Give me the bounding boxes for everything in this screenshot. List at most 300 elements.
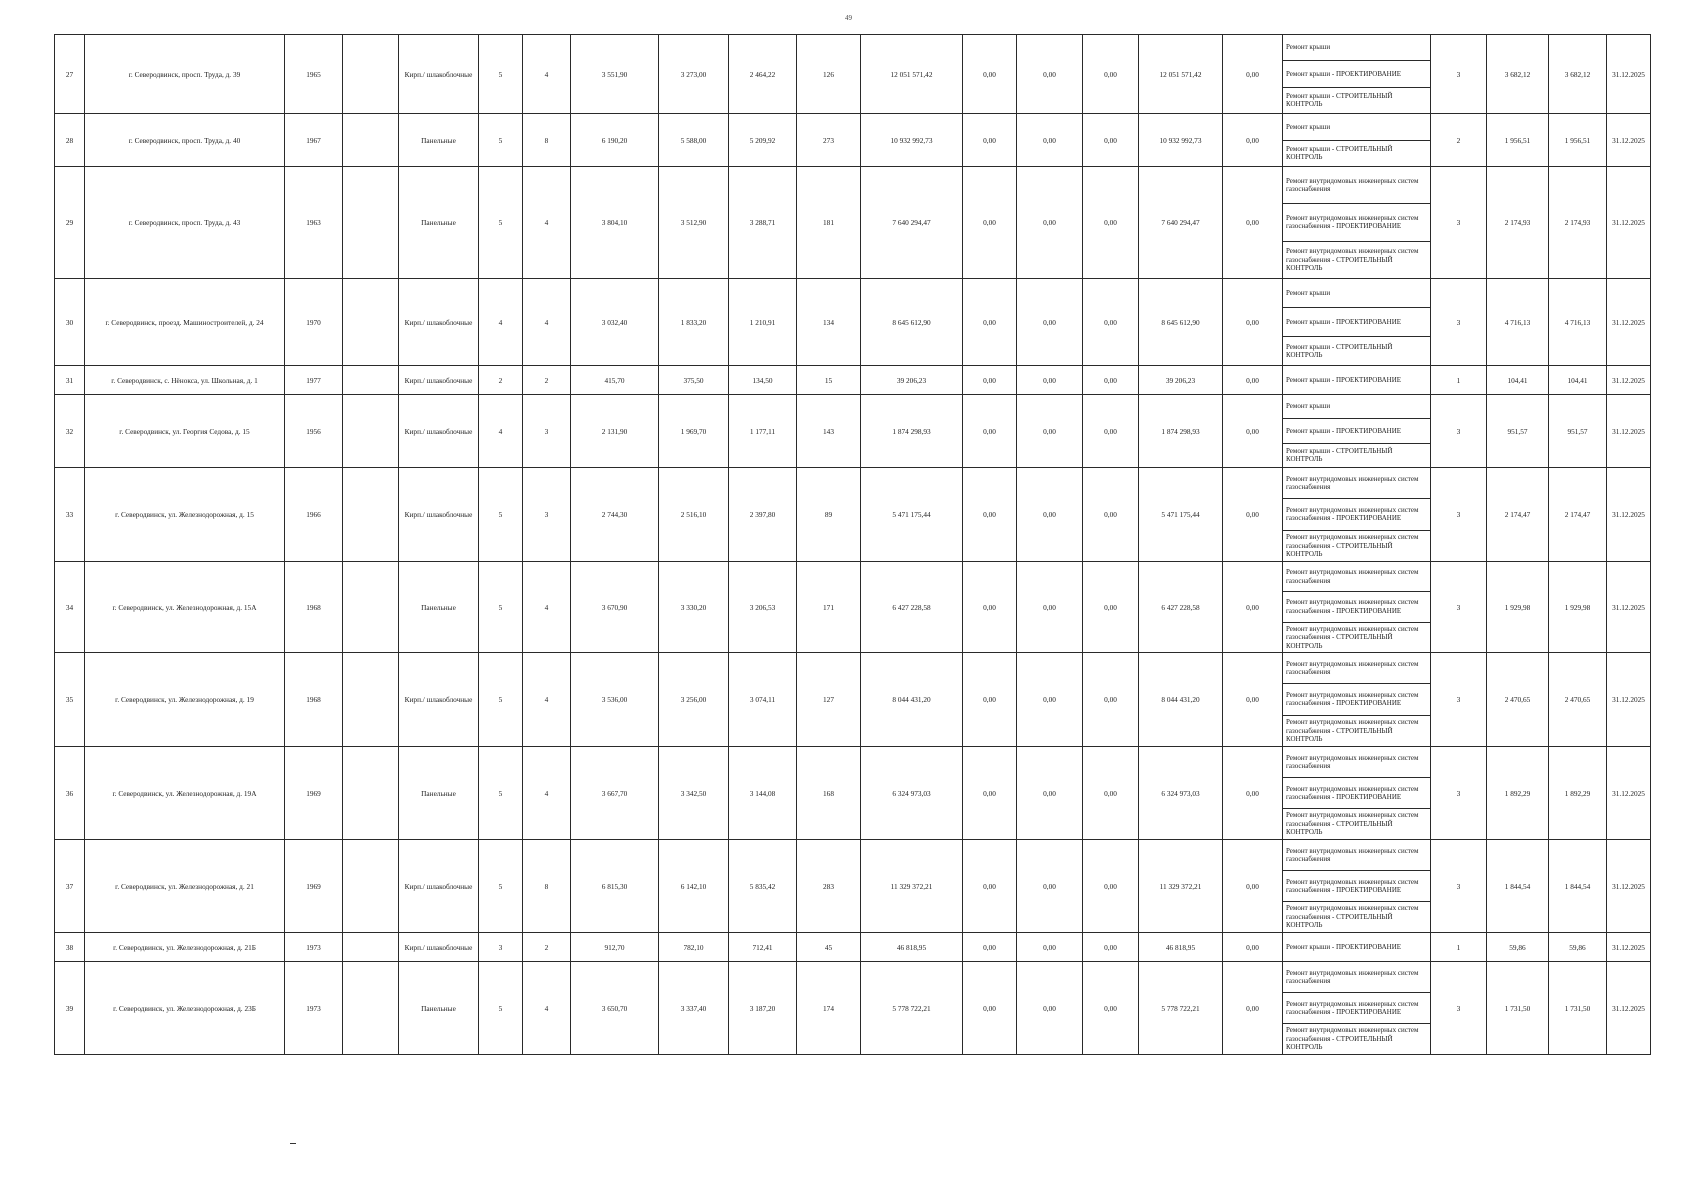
works-count-cell: 3 xyxy=(1431,653,1487,747)
unit-cost-cell: 1 731,50 xyxy=(1487,962,1549,1055)
fund-owners-cell: 12 051 571,42 xyxy=(1139,35,1223,114)
fund-regional-cell: 0,00 xyxy=(1017,114,1083,167)
fund-regional-cell: 0,00 xyxy=(1017,167,1083,279)
work-item: Ремонт крыши xyxy=(1283,279,1430,308)
fund-federal-cell: 0,00 xyxy=(963,962,1017,1055)
works-list xyxy=(1283,35,1430,113)
table-row xyxy=(55,167,1651,279)
address-cell: г. Северодвинск, ул. Железнодорожная, д. 15 xyxy=(85,468,285,562)
year-built-cell: 1963 xyxy=(285,167,343,279)
works-list-cell xyxy=(1283,562,1431,653)
floors-count-cell: 2 xyxy=(479,366,523,395)
residential-area-cell: 1 177,11 xyxy=(729,395,797,468)
max-unit-cost-cell: 1 844,54 xyxy=(1549,840,1607,933)
deadline-cell: 31.12.2025 xyxy=(1607,562,1651,653)
works-count-cell: 3 xyxy=(1431,562,1487,653)
work-item: Ремонт внутридомовых инженерных систем газоснабжения - СТРОИТЕЛЬНЫЙ КОНТРОЛЬ xyxy=(1286,718,1419,744)
total-cost-cell: 7 640 294,47 xyxy=(861,167,963,279)
entrances-count-cell: 4 xyxy=(523,279,571,366)
table-row xyxy=(55,747,1651,840)
total-cost-cell: 10 932 992,73 xyxy=(861,114,963,167)
entrances-count-cell: 8 xyxy=(523,840,571,933)
fund-other-cell: 0,00 xyxy=(1223,468,1283,562)
fund-regional-cell: 0,00 xyxy=(1017,279,1083,366)
work-item: Ремонт внутридомовых инженерных систем газоснабжения - ПРОЕКТИРОВАНИЕ xyxy=(1283,993,1430,1024)
entrances-count-cell: 4 xyxy=(523,653,571,747)
row-number-cell: 36 xyxy=(55,747,85,840)
total-cost-cell: 8 645 612,90 xyxy=(861,279,963,366)
floors-count-cell: 5 xyxy=(479,962,523,1055)
entrances-count-cell: 2 xyxy=(523,933,571,962)
address-cell: г. Северодвинск, ул. Железнодорожная, д. 19А xyxy=(85,747,285,840)
address-cell: г. Северодвинск, просп. Труда, д. 40 xyxy=(85,114,285,167)
residents-count-cell: 181 xyxy=(797,167,861,279)
works-list xyxy=(1283,653,1430,746)
fund-federal-cell: 0,00 xyxy=(963,366,1017,395)
total-cost-cell: 6 324 973,03 xyxy=(861,747,963,840)
floors-count-cell: 4 xyxy=(479,279,523,366)
residents-count-cell: 134 xyxy=(797,279,861,366)
total-area-cell: 3 032,40 xyxy=(571,279,659,366)
work-item: Ремонт крыши xyxy=(1283,35,1430,61)
fund-municipal-cell: 0,00 xyxy=(1083,962,1139,1055)
fund-municipal-cell: 0,00 xyxy=(1083,840,1139,933)
deadline-cell: 31.12.2025 xyxy=(1607,366,1651,395)
work-item: Ремонт внутридомовых инженерных систем газоснабжения - СТРОИТЕЛЬНЫЙ КОНТРОЛЬ xyxy=(1286,624,1419,650)
floors-count-cell: 5 xyxy=(479,747,523,840)
work-item: Ремонт крыши - ПРОЕКТИРОВАНИЕ xyxy=(1283,308,1430,337)
works-count-cell: 3 xyxy=(1431,747,1487,840)
deadline-cell: 31.12.2025 xyxy=(1607,35,1651,114)
living-area-cell: 3 256,00 xyxy=(659,653,729,747)
empty-cell-cell xyxy=(343,468,399,562)
total-cost-cell: 12 051 571,42 xyxy=(861,35,963,114)
work-item: Ремонт внутридомовых инженерных систем газоснабжения - ПРОЕКТИРОВАНИЕ xyxy=(1283,592,1430,622)
entrances-count-cell: 2 xyxy=(523,366,571,395)
fund-municipal-cell: 0,00 xyxy=(1083,114,1139,167)
row-number-cell: 35 xyxy=(55,653,85,747)
total-area-cell: 6 190,20 xyxy=(571,114,659,167)
fund-municipal-cell: 0,00 xyxy=(1083,747,1139,840)
total-area-cell: 3 804,10 xyxy=(571,167,659,279)
works-count-cell: 3 xyxy=(1431,840,1487,933)
works-list-cell xyxy=(1283,366,1431,395)
total-cost-cell: 1 874 298,93 xyxy=(861,395,963,468)
work-item: Ремонт крыши - СТРОИТЕЛЬНЫЙ КОНТРОЛЬ xyxy=(1286,342,1393,359)
unit-cost-cell: 3 682,12 xyxy=(1487,35,1549,114)
works-count-cell: 3 xyxy=(1431,35,1487,114)
scan-mark xyxy=(290,1143,296,1144)
fund-federal-cell: 0,00 xyxy=(963,933,1017,962)
floors-count-cell: 5 xyxy=(479,167,523,279)
residential-area-cell: 5 209,92 xyxy=(729,114,797,167)
work-item: Ремонт внутридомовых инженерных систем газоснабжения - ПРОЕКТИРОВАНИЕ xyxy=(1283,204,1430,241)
works-list xyxy=(1283,366,1430,394)
fund-federal-cell: 0,00 xyxy=(963,279,1017,366)
residents-count-cell: 273 xyxy=(797,114,861,167)
fund-federal-cell: 0,00 xyxy=(963,653,1017,747)
works-list-cell xyxy=(1283,653,1431,747)
works-count-cell: 3 xyxy=(1431,962,1487,1055)
residential-area-cell: 1 210,91 xyxy=(729,279,797,366)
max-unit-cost-cell: 104,41 xyxy=(1549,366,1607,395)
fund-municipal-cell: 0,00 xyxy=(1083,933,1139,962)
address-cell: г. Северодвинск, с. Нёнокса, ул. Школьная, д. 1 xyxy=(85,366,285,395)
year-built-cell: 1970 xyxy=(285,279,343,366)
capital-repair-table xyxy=(54,34,1651,1055)
year-built-cell: 1965 xyxy=(285,35,343,114)
fund-owners-cell: 8 645 612,90 xyxy=(1139,279,1223,366)
fund-other-cell: 0,00 xyxy=(1223,279,1283,366)
max-unit-cost-cell: 1 731,50 xyxy=(1549,962,1607,1055)
wall-material-cell: Кирп./ шлакоблочные xyxy=(399,653,479,747)
unit-cost-cell: 2 470,65 xyxy=(1487,653,1549,747)
fund-federal-cell: 0,00 xyxy=(963,562,1017,653)
living-area-cell: 5 588,00 xyxy=(659,114,729,167)
total-cost-cell: 39 206,23 xyxy=(861,366,963,395)
max-unit-cost-cell: 1 956,51 xyxy=(1549,114,1607,167)
fund-municipal-cell: 0,00 xyxy=(1083,279,1139,366)
floors-count-cell: 5 xyxy=(479,562,523,653)
row-number-cell: 29 xyxy=(55,167,85,279)
row-number-cell: 30 xyxy=(55,279,85,366)
fund-municipal-cell: 0,00 xyxy=(1083,167,1139,279)
fund-other-cell: 0,00 xyxy=(1223,366,1283,395)
unit-cost-cell: 104,41 xyxy=(1487,366,1549,395)
works-count-cell: 2 xyxy=(1431,114,1487,167)
unit-cost-cell: 2 174,47 xyxy=(1487,468,1549,562)
fund-federal-cell: 0,00 xyxy=(963,35,1017,114)
unit-cost-cell: 1 956,51 xyxy=(1487,114,1549,167)
fund-regional-cell: 0,00 xyxy=(1017,395,1083,468)
work-item: Ремонт крыши - ПРОЕКТИРОВАНИЕ xyxy=(1286,375,1402,384)
fund-municipal-cell: 0,00 xyxy=(1083,468,1139,562)
row-number-cell: 39 xyxy=(55,962,85,1055)
address-cell: г. Северодвинск, ул. Железнодорожная, д. 21Б xyxy=(85,933,285,962)
total-area-cell: 3 667,70 xyxy=(571,747,659,840)
table-row xyxy=(55,279,1651,366)
living-area-cell: 2 516,10 xyxy=(659,468,729,562)
wall-material-cell: Кирп./ шлакоблочные xyxy=(399,840,479,933)
wall-material-cell: Панельные xyxy=(399,562,479,653)
empty-cell-cell xyxy=(343,167,399,279)
row-number-cell: 27 xyxy=(55,35,85,114)
max-unit-cost-cell: 1 892,29 xyxy=(1549,747,1607,840)
fund-owners-cell: 1 874 298,93 xyxy=(1139,395,1223,468)
fund-other-cell: 0,00 xyxy=(1223,747,1283,840)
deadline-cell: 31.12.2025 xyxy=(1607,167,1651,279)
fund-municipal-cell: 0,00 xyxy=(1083,35,1139,114)
work-item: Ремонт внутридомовых инженерных систем газоснабжения xyxy=(1283,167,1430,204)
fund-other-cell: 0,00 xyxy=(1223,840,1283,933)
works-count-cell: 3 xyxy=(1431,167,1487,279)
works-list xyxy=(1283,962,1430,1054)
max-unit-cost-cell: 2 174,47 xyxy=(1549,468,1607,562)
table-row xyxy=(55,562,1651,653)
entrances-count-cell: 4 xyxy=(523,962,571,1055)
works-list-cell xyxy=(1283,167,1431,279)
row-number-cell: 33 xyxy=(55,468,85,562)
residents-count-cell: 126 xyxy=(797,35,861,114)
work-item: Ремонт внутридомовых инженерных систем газоснабжения xyxy=(1283,962,1430,993)
works-count-cell: 1 xyxy=(1431,366,1487,395)
work-item: Ремонт крыши - ПРОЕКТИРОВАНИЕ xyxy=(1283,419,1430,443)
unit-cost-cell: 1 844,54 xyxy=(1487,840,1549,933)
fund-owners-cell: 5 471 175,44 xyxy=(1139,468,1223,562)
max-unit-cost-cell: 1 929,98 xyxy=(1549,562,1607,653)
residential-area-cell: 3 074,11 xyxy=(729,653,797,747)
fund-owners-cell: 39 206,23 xyxy=(1139,366,1223,395)
fund-regional-cell: 0,00 xyxy=(1017,562,1083,653)
total-cost-cell: 6 427 228,58 xyxy=(861,562,963,653)
total-cost-cell: 8 044 431,20 xyxy=(861,653,963,747)
residents-count-cell: 283 xyxy=(797,840,861,933)
empty-cell-cell xyxy=(343,840,399,933)
fund-owners-cell: 6 324 973,03 xyxy=(1139,747,1223,840)
work-item: Ремонт внутридомовых инженерных систем газоснабжения - СТРОИТЕЛЬНЫЙ КОНТРОЛЬ xyxy=(1286,811,1419,837)
works-list xyxy=(1283,114,1430,166)
living-area-cell: 3 330,20 xyxy=(659,562,729,653)
entrances-count-cell: 4 xyxy=(523,747,571,840)
table-row xyxy=(55,366,1651,395)
fund-other-cell: 0,00 xyxy=(1223,395,1283,468)
residential-area-cell: 5 835,42 xyxy=(729,840,797,933)
fund-owners-cell: 46 818,95 xyxy=(1139,933,1223,962)
deadline-cell: 31.12.2025 xyxy=(1607,468,1651,562)
work-item: Ремонт крыши xyxy=(1283,395,1430,419)
works-count-cell: 3 xyxy=(1431,395,1487,468)
total-cost-cell: 46 818,95 xyxy=(861,933,963,962)
table-row xyxy=(55,395,1651,468)
max-unit-cost-cell: 2 470,65 xyxy=(1549,653,1607,747)
floors-count-cell: 3 xyxy=(479,933,523,962)
work-item: Ремонт внутридомовых инженерных систем газоснабжения xyxy=(1283,653,1430,684)
table-row xyxy=(55,468,1651,562)
works-list-cell xyxy=(1283,35,1431,114)
fund-other-cell: 0,00 xyxy=(1223,167,1283,279)
row-number-cell: 32 xyxy=(55,395,85,468)
table-body xyxy=(55,35,1651,1055)
floors-count-cell: 5 xyxy=(479,840,523,933)
wall-material-cell: Кирп./ шлакоблочные xyxy=(399,933,479,962)
works-list-cell xyxy=(1283,468,1431,562)
fund-federal-cell: 0,00 xyxy=(963,747,1017,840)
work-item: Ремонт внутридомовых инженерных систем газоснабжения - СТРОИТЕЛЬНЫЙ КОНТРОЛЬ xyxy=(1286,533,1419,559)
living-area-cell: 6 142,10 xyxy=(659,840,729,933)
empty-cell-cell xyxy=(343,35,399,114)
residential-area-cell: 3 144,08 xyxy=(729,747,797,840)
work-item: Ремонт внутридомовых инженерных систем газоснабжения xyxy=(1283,562,1430,592)
work-item: Ремонт внутридомовых инженерных систем газоснабжения - ПРОЕКТИРОВАНИЕ xyxy=(1283,499,1430,530)
work-item: Ремонт внутридомовых инженерных систем газоснабжения - ПРОЕКТИРОВАНИЕ xyxy=(1283,778,1430,809)
row-number-cell: 38 xyxy=(55,933,85,962)
year-built-cell: 1973 xyxy=(285,933,343,962)
address-cell: г. Северодвинск, ул. Железнодорожная, д. 19 xyxy=(85,653,285,747)
deadline-cell: 31.12.2025 xyxy=(1607,114,1651,167)
fund-federal-cell: 0,00 xyxy=(963,114,1017,167)
living-area-cell: 1 833,20 xyxy=(659,279,729,366)
max-unit-cost-cell: 4 716,13 xyxy=(1549,279,1607,366)
residential-area-cell: 3 187,20 xyxy=(729,962,797,1055)
wall-material-cell: Панельные xyxy=(399,167,479,279)
works-list-cell xyxy=(1283,747,1431,840)
total-cost-cell: 5 778 722,21 xyxy=(861,962,963,1055)
fund-other-cell: 0,00 xyxy=(1223,962,1283,1055)
row-number-cell: 37 xyxy=(55,840,85,933)
work-item: Ремонт внутридомовых инженерных систем газоснабжения xyxy=(1283,840,1430,871)
address-cell: г. Северодвинск, ул. Железнодорожная, д. 21 xyxy=(85,840,285,933)
wall-material-cell: Кирп./ шлакоблочные xyxy=(399,395,479,468)
fund-regional-cell: 0,00 xyxy=(1017,468,1083,562)
living-area-cell: 3 512,90 xyxy=(659,167,729,279)
fund-other-cell: 0,00 xyxy=(1223,35,1283,114)
fund-regional-cell: 0,00 xyxy=(1017,962,1083,1055)
wall-material-cell: Кирп./ шлакоблочные xyxy=(399,279,479,366)
empty-cell-cell xyxy=(343,114,399,167)
residential-area-cell: 134,50 xyxy=(729,366,797,395)
floors-count-cell: 4 xyxy=(479,395,523,468)
works-count-cell: 1 xyxy=(1431,933,1487,962)
year-built-cell: 1966 xyxy=(285,468,343,562)
year-built-cell: 1977 xyxy=(285,366,343,395)
empty-cell-cell xyxy=(343,279,399,366)
address-cell: г. Северодвинск, просп. Труда, д. 43 xyxy=(85,167,285,279)
residents-count-cell: 15 xyxy=(797,366,861,395)
entrances-count-cell: 4 xyxy=(523,562,571,653)
fund-municipal-cell: 0,00 xyxy=(1083,653,1139,747)
table-row xyxy=(55,35,1651,114)
fund-federal-cell: 0,00 xyxy=(963,468,1017,562)
fund-federal-cell: 0,00 xyxy=(963,395,1017,468)
total-area-cell: 3 536,00 xyxy=(571,653,659,747)
table-row xyxy=(55,653,1651,747)
deadline-cell: 31.12.2025 xyxy=(1607,395,1651,468)
fund-owners-cell: 7 640 294,47 xyxy=(1139,167,1223,279)
empty-cell-cell xyxy=(343,366,399,395)
year-built-cell: 1968 xyxy=(285,653,343,747)
year-built-cell: 1956 xyxy=(285,395,343,468)
residential-area-cell: 3 288,71 xyxy=(729,167,797,279)
address-cell: г. Северодвинск, ул. Железнодорожная, д. 23Б xyxy=(85,962,285,1055)
floors-count-cell: 5 xyxy=(479,35,523,114)
work-item: Ремонт внутридомовых инженерных систем газоснабжения - ПРОЕКТИРОВАНИЕ xyxy=(1283,684,1430,715)
fund-owners-cell: 10 932 992,73 xyxy=(1139,114,1223,167)
wall-material-cell: Панельные xyxy=(399,114,479,167)
total-area-cell: 6 815,30 xyxy=(571,840,659,933)
unit-cost-cell: 2 174,93 xyxy=(1487,167,1549,279)
year-built-cell: 1969 xyxy=(285,840,343,933)
residential-area-cell: 712,41 xyxy=(729,933,797,962)
fund-other-cell: 0,00 xyxy=(1223,653,1283,747)
fund-federal-cell: 0,00 xyxy=(963,167,1017,279)
work-item: Ремонт внутридомовых инженерных систем газоснабжения - СТРОИТЕЛЬНЫЙ КОНТРОЛЬ xyxy=(1286,247,1419,273)
work-item: Ремонт крыши - СТРОИТЕЛЬНЫЙ КОНТРОЛЬ xyxy=(1286,446,1393,464)
wall-material-cell: Кирп./ шлакоблочные xyxy=(399,366,479,395)
unit-cost-cell: 59,86 xyxy=(1487,933,1549,962)
works-list-cell xyxy=(1283,840,1431,933)
entrances-count-cell: 4 xyxy=(523,35,571,114)
deadline-cell: 31.12.2025 xyxy=(1607,933,1651,962)
year-built-cell: 1973 xyxy=(285,962,343,1055)
table-row xyxy=(55,114,1651,167)
address-cell: г. Северодвинск, ул. Железнодорожная, д. 15А xyxy=(85,562,285,653)
fund-regional-cell: 0,00 xyxy=(1017,840,1083,933)
wall-material-cell: Панельные xyxy=(399,747,479,840)
fund-owners-cell: 6 427 228,58 xyxy=(1139,562,1223,653)
residential-area-cell: 2 397,80 xyxy=(729,468,797,562)
total-area-cell: 3 551,90 xyxy=(571,35,659,114)
works-list-cell xyxy=(1283,933,1431,962)
deadline-cell: 31.12.2025 xyxy=(1607,279,1651,366)
max-unit-cost-cell: 59,86 xyxy=(1549,933,1607,962)
floors-count-cell: 5 xyxy=(479,653,523,747)
deadline-cell: 31.12.2025 xyxy=(1607,840,1651,933)
wall-material-cell: Кирп./ шлакоблочные xyxy=(399,468,479,562)
work-item: Ремонт крыши xyxy=(1283,114,1430,141)
wall-material-cell: Кирп./ шлакоблочные xyxy=(399,35,479,114)
works-list-cell xyxy=(1283,114,1431,167)
empty-cell-cell xyxy=(343,747,399,840)
residents-count-cell: 171 xyxy=(797,562,861,653)
floors-count-cell: 5 xyxy=(479,114,523,167)
work-item: Ремонт внутридомовых инженерных систем газоснабжения - ПРОЕКТИРОВАНИЕ xyxy=(1283,871,1430,902)
works-list-cell xyxy=(1283,395,1431,468)
works-list-cell xyxy=(1283,279,1431,366)
year-built-cell: 1968 xyxy=(285,562,343,653)
total-area-cell: 415,70 xyxy=(571,366,659,395)
fund-other-cell: 0,00 xyxy=(1223,933,1283,962)
works-list xyxy=(1283,395,1430,467)
works-list-cell xyxy=(1283,962,1431,1055)
entrances-count-cell: 3 xyxy=(523,468,571,562)
fund-municipal-cell: 0,00 xyxy=(1083,366,1139,395)
total-area-cell: 3 650,70 xyxy=(571,962,659,1055)
row-number-cell: 34 xyxy=(55,562,85,653)
fund-owners-cell: 8 044 431,20 xyxy=(1139,653,1223,747)
work-item: Ремонт внутридомовых инженерных систем газоснабжения - СТРОИТЕЛЬНЫЙ КОНТРОЛЬ xyxy=(1286,1026,1419,1052)
residents-count-cell: 127 xyxy=(797,653,861,747)
total-cost-cell: 11 329 372,21 xyxy=(861,840,963,933)
max-unit-cost-cell: 3 682,12 xyxy=(1549,35,1607,114)
fund-owners-cell: 11 329 372,21 xyxy=(1139,840,1223,933)
unit-cost-cell: 1 892,29 xyxy=(1487,747,1549,840)
max-unit-cost-cell: 2 174,93 xyxy=(1549,167,1607,279)
total-area-cell: 2 744,30 xyxy=(571,468,659,562)
residents-count-cell: 174 xyxy=(797,962,861,1055)
residential-area-cell: 2 464,22 xyxy=(729,35,797,114)
fund-regional-cell: 0,00 xyxy=(1017,933,1083,962)
unit-cost-cell: 1 929,98 xyxy=(1487,562,1549,653)
works-list xyxy=(1283,468,1430,561)
living-area-cell: 3 337,40 xyxy=(659,962,729,1055)
fund-federal-cell: 0,00 xyxy=(963,840,1017,933)
table-row xyxy=(55,962,1651,1055)
fund-municipal-cell: 0,00 xyxy=(1083,562,1139,653)
wall-material-cell: Панельные xyxy=(399,962,479,1055)
entrances-count-cell: 8 xyxy=(523,114,571,167)
address-cell: г. Северодвинск, проезд. Машиностроителей, д. 24 xyxy=(85,279,285,366)
fund-owners-cell: 5 778 722,21 xyxy=(1139,962,1223,1055)
unit-cost-cell: 951,57 xyxy=(1487,395,1549,468)
unit-cost-cell: 4 716,13 xyxy=(1487,279,1549,366)
works-list xyxy=(1283,562,1430,652)
table-row xyxy=(55,933,1651,962)
work-item: Ремонт крыши - СТРОИТЕЛЬНЫЙ КОНТРОЛЬ xyxy=(1286,144,1393,162)
row-number-cell: 31 xyxy=(55,366,85,395)
year-built-cell: 1969 xyxy=(285,747,343,840)
total-cost-cell: 5 471 175,44 xyxy=(861,468,963,562)
fund-regional-cell: 0,00 xyxy=(1017,366,1083,395)
